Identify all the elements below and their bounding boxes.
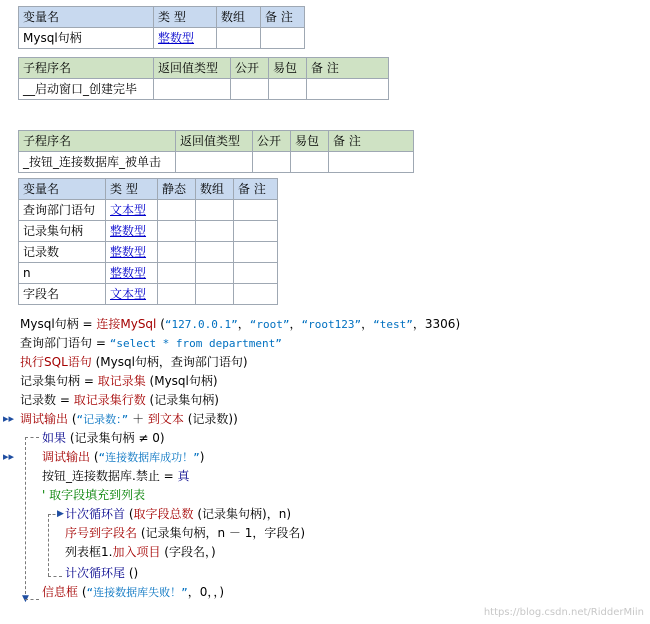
header-cell: 静态 [158,179,196,200]
function-name: 取记录集行数 [73,393,146,407]
punct: ( [90,450,99,464]
header-cell: 易包 [269,58,307,79]
header-cell: 备 注 [307,58,389,79]
keyword: 计次循环尾 [65,566,126,580]
string-literal: “test” [373,318,413,331]
header-cell: 公开 [231,58,269,79]
header-cell: 类 型 [154,7,217,28]
punct: ) [199,450,205,464]
code-line-2[interactable] [20,334,282,352]
function-name: 取记录集 [97,374,146,388]
loop-flow-connector [48,576,62,577]
function-name: 调试输出 [42,450,91,464]
comment: ' 取字段填充到列表 [42,488,146,502]
breakpoint-arrow-icon[interactable]: ▸▸ [3,412,15,425]
operator: = [78,317,97,331]
punct: ( [68,412,77,426]
args: (Mysql句柄，查询部门语句) [91,355,248,369]
operator: = [56,393,74,407]
var-name-cell[interactable]: Mysql句柄 [19,28,154,49]
function-name: 序号到字段名 [65,526,138,540]
header-cell: 返回值类型 [154,58,231,79]
operator: = [80,374,98,388]
code-line-4[interactable] [20,372,218,390]
string-literal: “root” [249,318,290,331]
function-name: 到文本 [147,412,184,426]
subroutine-name-cell[interactable]: _按钮_连接数据库_被单击 [19,152,176,173]
header-cell: 返回值类型 [176,131,253,152]
code-line-9[interactable] [42,467,190,485]
header-cell: 子程序名 [19,58,154,79]
string-literal: “root123” [301,318,362,331]
header-cell: 变量名 [19,7,154,28]
keyword: 如果 [42,431,67,445]
var-type-link[interactable]: 文本型 [106,284,158,305]
function-name: 执行SQL语句 [20,355,92,369]
breakpoint-arrow-icon[interactable]: ▸▸ [3,450,15,463]
code-line-10[interactable] [42,486,145,504]
code-line-15[interactable] [42,583,224,601]
code-line-5[interactable] [20,391,219,409]
string-literal: “select * from department” [109,337,282,350]
var-name-cell[interactable]: n [19,263,106,284]
punct: ( [156,317,165,331]
header-cell: 公开 [253,131,291,152]
code-line-6[interactable] [20,410,238,428]
else-flow-connector [25,599,39,600]
header-cell: 易包 [291,131,329,152]
string-literal: “记录数：” [76,413,129,426]
constant: 真 [177,469,190,483]
identifier: Mysql句柄 [20,317,79,331]
header-cell: 数组 [196,179,234,200]
function-name: 取字段总数 [133,507,194,521]
var-type-link[interactable]: 整数型 [106,263,158,284]
function-name: 调试输出 [20,412,69,426]
string-literal: “连接数据库失败！” [86,586,188,599]
identifier: 记录集句柄 [20,374,81,388]
flow-arrow-icon: ▶ [57,509,64,519]
var-type-link[interactable]: 整数型 [106,242,158,263]
header-cell: 变量名 [19,179,106,200]
var-name-cell[interactable]: 记录集句柄 [19,221,106,242]
flow-arrow-icon: ▼ [22,594,29,604]
var-name-cell[interactable]: 字段名 [19,284,106,305]
operator: = [92,336,110,350]
loop-flow-line [48,514,49,576]
condition: (记录集句柄 ≠ 0) [66,431,165,445]
keyword: 计次循环首 [65,507,126,521]
function-name: 连接MySql [96,317,157,331]
operator: ＋ [128,412,148,426]
var-name-cell[interactable]: 记录数 [19,242,106,263]
code-line-3[interactable] [20,353,248,371]
code-line-13[interactable] [65,543,216,561]
method-name: 加入项目 [112,545,161,559]
header-cell: 备 注 [261,7,305,28]
args: (记录集句柄，n － 1，字段名) [137,526,306,540]
code-line-12[interactable] [65,524,305,542]
punct: ， [237,317,250,331]
identifier: 按钮_连接数据库.禁止 [42,469,160,483]
punct: ( [125,507,134,521]
watermark: https://blog.csdn.net/RidderMiin [483,607,644,618]
function-name: 信息框 [42,585,79,599]
code-line-7[interactable] [42,429,165,447]
args: (字段名，) [160,545,216,559]
args: (记录数)) [183,412,238,426]
punct: ，3306) [412,317,461,331]
subroutine-name-cell[interactable]: __启动窗口_创建完毕 [19,79,154,100]
args: (记录集句柄)，n) [193,507,291,521]
args: (Mysql句柄) [145,374,218,388]
identifier: 查询部门语句 [20,336,93,350]
punct: ， [361,317,374,331]
punct: ， [289,317,302,331]
string-literal: “127.0.0.1” [164,318,238,331]
operator: = [159,469,178,483]
header-cell: 数组 [217,7,261,28]
var-type-link[interactable]: 整数型 [106,221,158,242]
args: ，0，，) [187,585,225,599]
var-name-cell[interactable]: 查询部门语句 [19,200,106,221]
identifier: 记录数 [20,393,57,407]
args: () [125,566,139,580]
header-cell: 备 注 [234,179,278,200]
code-line-14[interactable] [65,564,138,582]
args: (记录集句柄) [145,393,219,407]
var-type-link[interactable]: 整数型 [154,28,217,49]
if-flow-connector [25,437,39,438]
code-line-11[interactable] [65,505,291,523]
header-cell: 子程序名 [19,131,176,152]
var-type-link[interactable]: 文本型 [106,200,158,221]
string-literal: “连接数据库成功！” [98,451,200,464]
code-line-1[interactable] [20,315,460,333]
header-cell: 备 注 [329,131,414,152]
identifier: 列表框1. [65,545,113,559]
code-line-8[interactable] [42,448,204,466]
header-cell: 类 型 [106,179,158,200]
punct: ( [78,585,87,599]
if-flow-line [25,437,26,599]
